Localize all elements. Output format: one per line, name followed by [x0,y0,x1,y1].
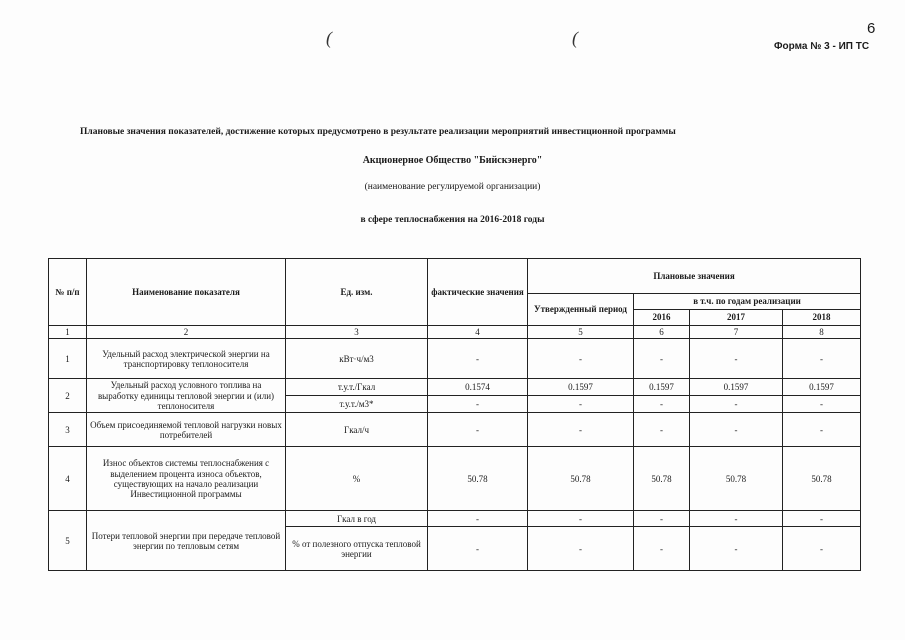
row-2016: - [634,339,690,379]
header-2017: 2017 [690,310,783,326]
row-actual: - [428,396,528,413]
row-unit: кВт·ч/м3 [286,339,428,379]
header-num: № п/п [49,259,87,326]
document-title: Плановые значения показателей, достижение которых предусмотрено в результате реализации мероприятий инвестиционной программы [80,127,676,137]
row-2017: - [690,511,783,527]
row-2016: 50.78 [634,447,690,511]
row-num: 1 [49,339,87,379]
row-unit: т.у.т./Гкал [286,379,428,396]
row-num: 4 [49,447,87,511]
header-actual: фактические значения [428,259,528,326]
row-2018: 0.1597 [783,379,861,396]
row-name: Потери тепловой энергии при передаче тепловой энергии по тепловым сетям [87,511,286,571]
row-name: Удельный расход условного топлива на выработку единицы тепловой энергии и (или) теплоносителя [87,379,286,413]
organization-caption: (наименование регулируемой организации) [364,182,541,192]
row-2018: - [783,339,861,379]
table-row [49,379,861,396]
table-row [49,339,861,379]
col-number: 7 [690,326,783,339]
header-2018: 2018 [783,310,861,326]
row-actual: - [428,527,528,571]
row-unit: Гкал в год [286,511,428,527]
row-2016: - [634,527,690,571]
row-2017: - [690,396,783,413]
form-label: Форма № 3 - ИП ТС [774,41,870,52]
row-2017: - [690,413,783,447]
row-unit: т.у.т./м3* [286,396,428,413]
col-number: 4 [428,326,528,339]
row-2017: 0.1597 [690,379,783,396]
row-approved: 0.1597 [528,379,634,396]
row-2018: - [783,527,861,571]
col-number: 8 [783,326,861,339]
row-unit: Гкал/ч [286,413,428,447]
row-2018: - [783,396,861,413]
row-num: 3 [49,413,87,447]
col-number: 3 [286,326,428,339]
row-actual: 50.78 [428,447,528,511]
row-approved: - [528,396,634,413]
row-2016: - [634,413,690,447]
row-2017: - [690,339,783,379]
col-number: 5 [528,326,634,339]
sphere-caption: в сфере теплоснабжения на 2016-2018 годы [360,215,545,225]
row-approved: - [528,413,634,447]
row-actual: 0.1574 [428,379,528,396]
col-number: 1 [49,326,87,339]
row-2018: 50.78 [783,447,861,511]
row-approved: - [528,527,634,571]
row-name: Износ объектов системы теплоснабжения с выделением процента износа объектов, существующих на начало реализации Инвестиционной программы [87,447,286,511]
row-approved: 50.78 [528,447,634,511]
row-approved: - [528,339,634,379]
col-number: 2 [87,326,286,339]
header-planned: Плановые значения [528,259,861,294]
row-2018: - [783,413,861,447]
row-num: 2 [49,379,87,413]
organization-name: Акционерное Общество "Бийскэнерго" [362,155,543,166]
table-row [49,511,861,527]
row-2017: - [690,527,783,571]
page-number: 6 [867,20,876,37]
row-approved: - [528,511,634,527]
header-approved: Утвержденный период [528,294,634,326]
header-2016: 2016 [634,310,690,326]
row-actual: - [428,413,528,447]
row-2017: 50.78 [690,447,783,511]
header-by-years: в т.ч. по годам реализации [634,294,861,310]
handwritten-mark: ( [572,28,578,48]
indicators-table [48,258,861,571]
row-num: 5 [49,511,87,571]
row-actual: - [428,339,528,379]
row-2018: - [783,511,861,527]
handwritten-mark: ( [326,28,332,48]
row-2016: - [634,396,690,413]
header-name: Наименование показателя [87,259,286,326]
col-number: 6 [634,326,690,339]
table-row [49,447,861,511]
row-unit: % от полезного отпуска тепловой энергии [286,527,428,571]
row-name: Удельный расход электрической энергии на транспортировку теплоносителя [87,339,286,379]
row-actual: - [428,511,528,527]
row-name: Объем присоединяемой тепловой нагрузки новых потребителей [87,413,286,447]
table-row [49,413,861,447]
row-2016: - [634,511,690,527]
row-2016: 0.1597 [634,379,690,396]
row-unit: % [286,447,428,511]
header-unit: Ед. изм. [286,259,428,326]
